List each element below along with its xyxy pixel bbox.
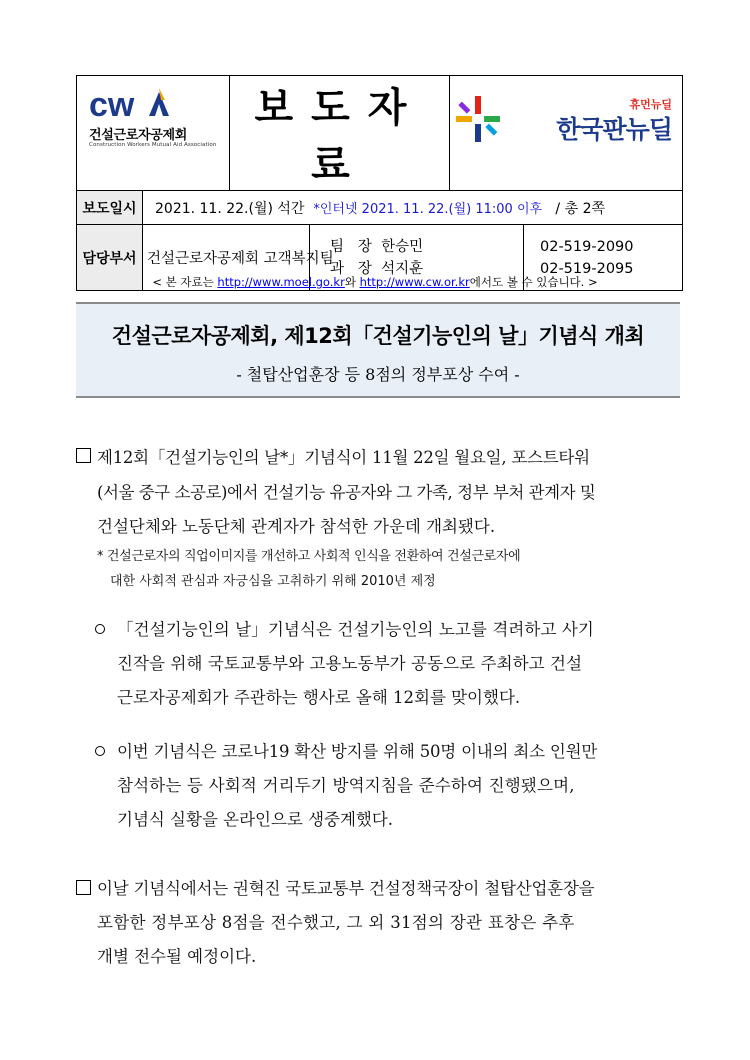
footnote-line: * 건설근로자의 직업이미지를 개선하고 사회적 인식을 전환하여 건설근로자에 bbox=[97, 549, 521, 564]
paragraph-line: 포함한 정부포상 8점을 전수했고, 그 외 31점의 장관 표창은 추후 bbox=[97, 913, 575, 932]
paragraph-line: 참석하는 등 사회적 거리두기 방역지침을 준수하여 진행됐으며, bbox=[117, 776, 575, 795]
headline-title: 건설근로자공제회, 제12회「건설기능인의 날」기념식 개최 bbox=[111, 324, 645, 348]
circle-bullet-icon bbox=[95, 746, 105, 756]
svg-text:cw: cw bbox=[89, 86, 135, 122]
footnote-line: 대한 사회적 관심과 자긍심을 고취하기 위해 2010년 제정 bbox=[110, 574, 436, 589]
staff-role: 과 장 bbox=[330, 260, 372, 277]
notice-middle: 와 bbox=[344, 275, 360, 289]
paragraph-line: 「건설기능인의 날」기념식은 건설기능인의 노고를 격려하고 사기 bbox=[117, 620, 594, 639]
headline-subtitle: - 철탑산업훈장 등 8점의 정부포상 수여 - bbox=[236, 365, 520, 384]
date-value: 2021. 11. 22.(월) 석간 bbox=[155, 200, 305, 217]
staff-row bbox=[330, 236, 523, 258]
staff-name: 한승민 bbox=[381, 238, 424, 255]
checkbox-bullet-icon bbox=[76, 880, 91, 895]
page-title: 보도자료 bbox=[230, 76, 450, 191]
page-count: / 총 2쪽 bbox=[555, 200, 605, 217]
dept-value: 건설근로자공제회 고객복지팀 bbox=[143, 225, 310, 291]
cw-logo-icon bbox=[89, 86, 179, 122]
paragraph-line: 건설단체와 노동단체 관계자가 참석한 가운데 개최됐다. bbox=[97, 517, 496, 536]
dept-label: 담당부서 bbox=[77, 225, 143, 291]
paragraph-line: 근로자공제회가 주관하는 행사로 올해 12회를 맞이했다. bbox=[117, 688, 521, 707]
header-table bbox=[76, 75, 683, 291]
date-label: 보도일시 bbox=[77, 191, 143, 225]
paragraph-line: 이번 기념식은 코로나19 확산 방지를 위해 50명 이내의 최소 인원만 bbox=[117, 742, 598, 761]
circle-bullet-icon bbox=[95, 624, 105, 634]
cw-link[interactable]: http://www.cw.or.kr bbox=[359, 275, 470, 289]
internet-date: *인터넷 2021. 11. 22.(월) 11:00 이후 bbox=[313, 201, 543, 217]
checkbox-bullet-icon bbox=[76, 448, 91, 463]
staff-role: 팀 장 bbox=[330, 238, 372, 255]
newdeal-logo bbox=[450, 76, 683, 191]
headline-box bbox=[76, 302, 680, 398]
staff-phone: 02-519-2095 bbox=[540, 260, 634, 277]
notice-suffix: 에서도 볼 수 있습니다. > bbox=[469, 275, 598, 289]
paragraph-line: 이날 기념식에서는 권혁진 국토교통부 건설정책국장이 철탑산업훈장을 bbox=[97, 879, 595, 898]
newdeal-small-text: 휴먼뉴딜 bbox=[629, 98, 672, 111]
notice-line bbox=[0, 274, 750, 290]
paragraph-line: 진작을 위해 국토교통부와 고용노동부가 공동으로 주최하고 건설 bbox=[117, 654, 583, 673]
staff-name: 석지훈 bbox=[381, 260, 424, 277]
moel-link[interactable]: http://www.moel.go.kr bbox=[217, 275, 345, 289]
newdeal-main-text: 한국판뉴딜 bbox=[556, 115, 672, 144]
staff-phone: 02-519-2090 bbox=[540, 238, 634, 255]
cw-logo-text: 건설근로자공제회 bbox=[89, 128, 188, 143]
cw-logo-en: Construction Workers Mutual Aid Association bbox=[89, 142, 217, 148]
notice-prefix: < 본 자료는 bbox=[152, 275, 218, 289]
paragraph-line: 개별 전수될 예정이다. bbox=[97, 947, 257, 966]
paragraph-line: 제12회「건설기능인의 날*」기념식이 11월 22일 월요일, 포스트타워 bbox=[97, 448, 590, 467]
newdeal-logo-icon bbox=[456, 96, 500, 142]
paragraph-line: 기념식 실황을 온라인으로 생중계했다. bbox=[117, 810, 394, 829]
release-date bbox=[143, 191, 683, 225]
paragraph-line: (서울 중구 소공로)에서 건설기능 유공자와 그 가족, 정부 부처 관계자 및 bbox=[97, 483, 596, 502]
cw-logo bbox=[77, 76, 230, 191]
